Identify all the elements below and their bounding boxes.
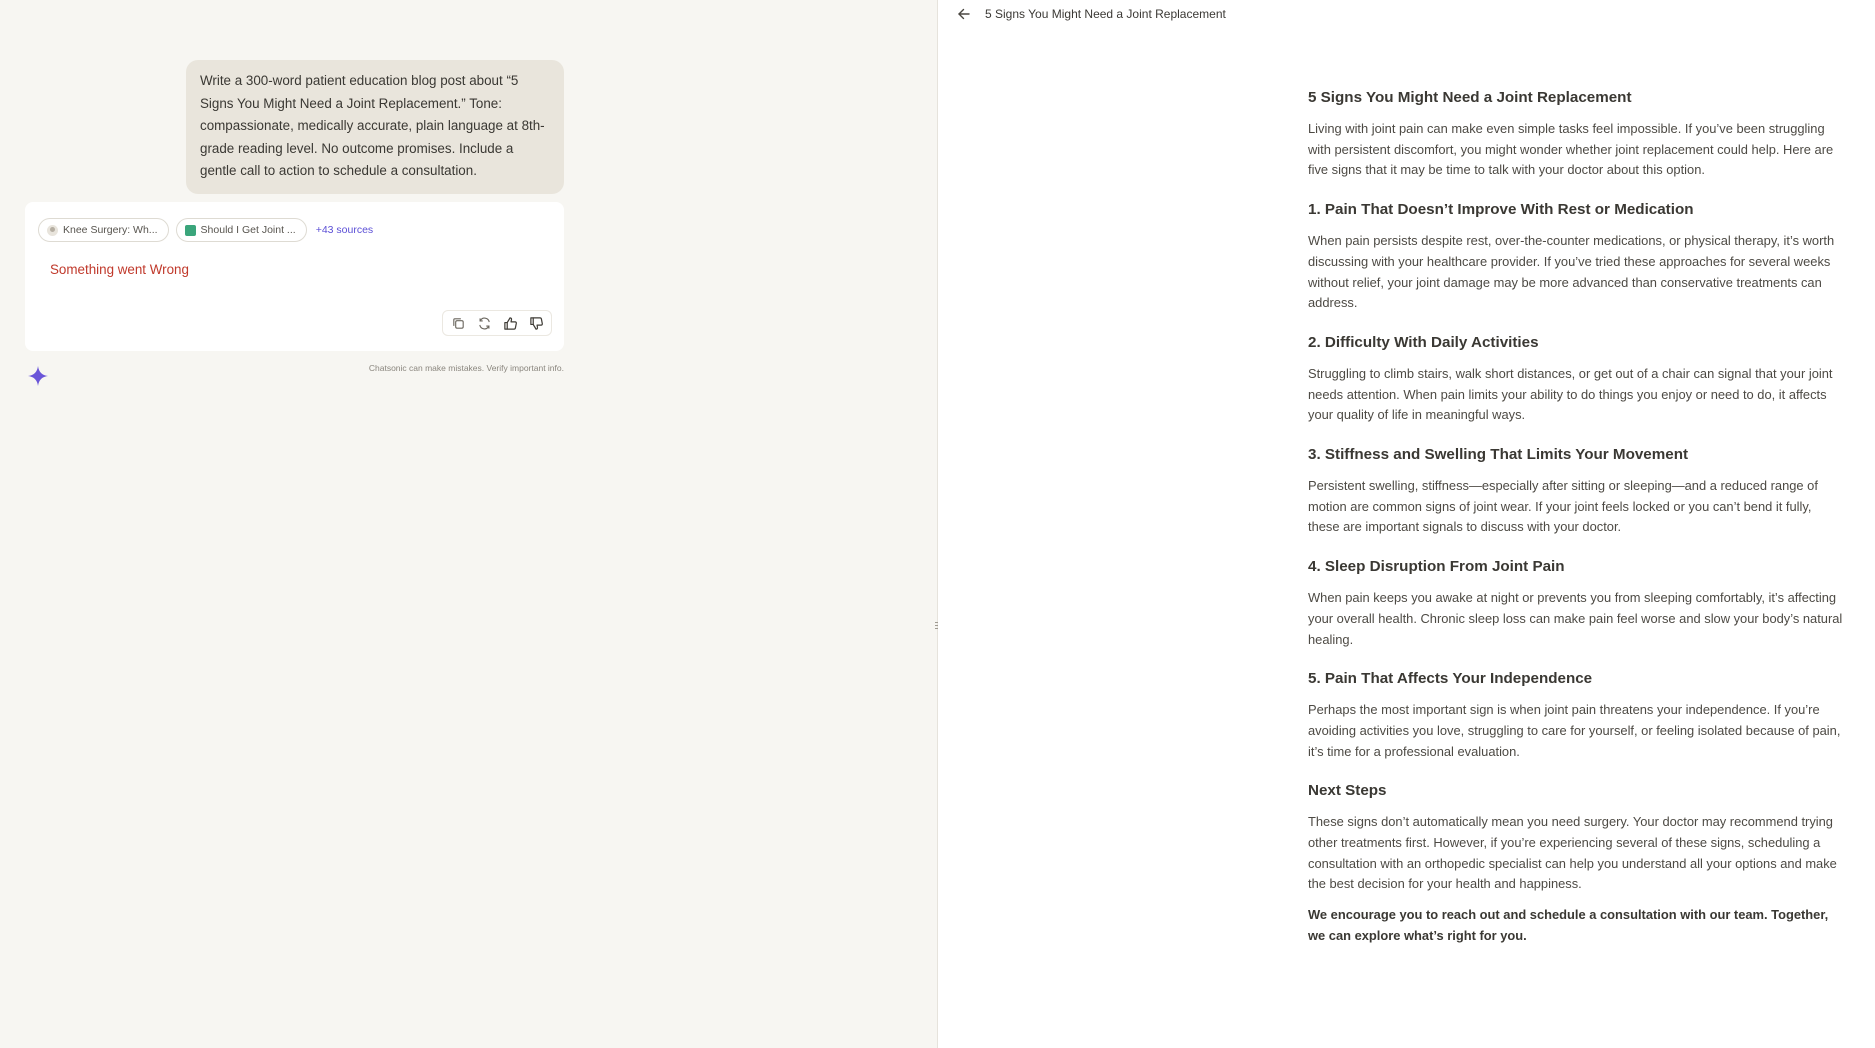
document-header-title: 5 Signs You Might Need a Joint Replacement (985, 7, 1226, 21)
section-body: When pain keeps you awake at night or prevents you from sleeping comfortably, it’s affecting your overall health. Chronic sleep loss can make pain feel worse and slow your body’s natural healing. (1308, 590, 1843, 647)
regenerate-button[interactable] (473, 312, 495, 334)
thumbs-down-icon (529, 316, 544, 331)
more-sources-link[interactable]: +43 sources (315, 224, 374, 236)
document-body (1308, 88, 1844, 947)
source-chip-knee-surgery[interactable] (38, 218, 169, 242)
thumbs-up-icon (503, 316, 518, 331)
user-message-bubble: Write a 300-word patient education blog post about “5 Signs You Might Need a Joint Replacement.” Tone: compassionate, medically accurate, plain language at 8th-grade reading level. No outcome promises. Include a gentle call to action to schedule a consultation. (186, 60, 564, 194)
document-intro: Living with joint pain can make even simple tasks feel impossible. If you’ve been struggling with persistent discomfort, you might wonder whether joint replacement could help. Here are five signs that it may be time to talk with your doctor about this option. (1308, 121, 1834, 178)
document-title: 5 Signs You Might Need a Joint Replacement (1308, 89, 1632, 106)
section-heading: 4. Sleep Disruption From Joint Pain (1308, 558, 1565, 576)
section-body: Perhaps the most important sign is when joint pain threatens your independence. If you’re avoiding activities you love, struggling to care for yourself, or feeling isolated because of pain, it’s time for a professional evaluation. (1308, 702, 1841, 759)
section-body: Persistent swelling, stiffness—especially after sitting or sleeping—and a reduced range of motion are common signs of joint wear. If your joint feels locked or you can’t bend it fully, these are important signals to discuss with your doctor. (1308, 478, 1818, 535)
section-heading: 3. Stiffness and Swelling That Limits Your Movement (1308, 446, 1689, 464)
section-body: These signs don’t automatically mean you need surgery. Your doctor may recommend trying other treatments first. However, if you’re experiencing several of these signs, scheduling a consultation with an orthopedic specialist can help you understand all your options and make the best decision for your health and happiness. (1308, 814, 1837, 892)
section-heading: 5. Pain That Affects Your Independence (1308, 670, 1593, 688)
sources-row (38, 218, 373, 242)
section-heading: 2. Difficulty With Daily Activities (1308, 333, 1539, 351)
call-to-action: We encourage you to reach out and schedule a consultation with our team. Together, we can explore what’s right for you. (1308, 907, 1829, 943)
arrow-left-icon (957, 7, 971, 21)
source-chip-label: Knee Surgery: Wh... (63, 224, 158, 236)
section-heading: 1. Pain That Doesn’t Improve With Rest or Medication (1308, 201, 1694, 219)
source-chip-label: Should I Get Joint ... (200, 224, 296, 236)
thumbs-down-button[interactable] (525, 312, 547, 334)
document-pane (938, 0, 1875, 1048)
disclaimer-text: Chatsonic can make mistakes. Verify important info. (368, 363, 564, 373)
person-icon (47, 225, 58, 236)
error-message: Something went Wrong (50, 262, 189, 277)
assistant-answer-card (25, 202, 564, 351)
source-chip-joint[interactable] (176, 218, 307, 242)
message-action-bar (442, 310, 552, 336)
thumbs-up-button[interactable] (499, 312, 521, 334)
site-favicon-icon (185, 225, 196, 236)
back-button[interactable] (955, 5, 973, 23)
section-body: When pain persists despite rest, over-the-counter medications, or physical therapy, it’s worth discussing with your healthcare provider. If you’ve tried these approaches for several weeks without relief, your joint damage may be more advanced than conservative treatments can address. (1308, 233, 1835, 311)
section-body: Struggling to climb stairs, walk short distances, or get out of a chair can signal that your joint needs attention. When pain limits your ability to do things you enjoy or need to do, it affects your quality of life in meaningful ways. (1308, 365, 1833, 423)
sparkle-icon (28, 366, 48, 386)
section-heading: Next Steps (1308, 782, 1387, 800)
copy-button[interactable] (447, 312, 469, 334)
document-header (938, 0, 1875, 28)
regenerate-icon (477, 316, 492, 331)
copy-icon (451, 316, 466, 331)
